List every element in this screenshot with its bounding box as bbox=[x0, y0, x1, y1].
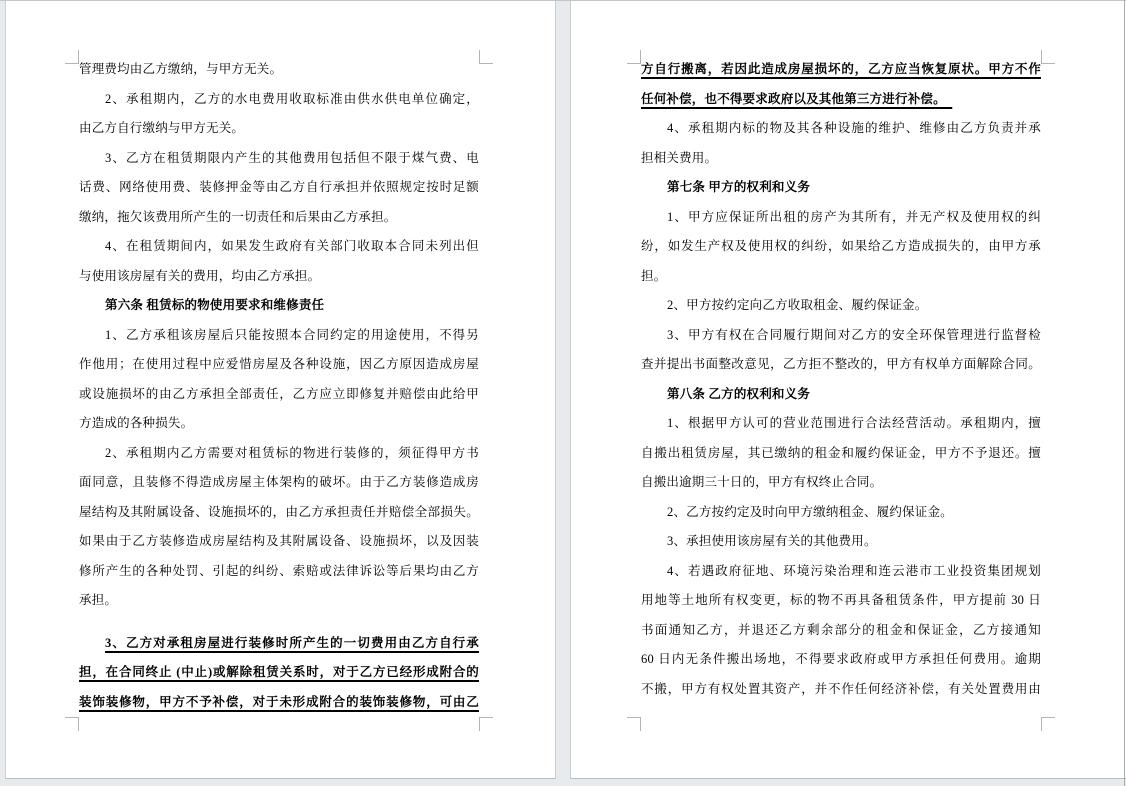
text-line[interactable]: 2、承租期内，乙方的水电费用收取标准由供水供电单位确定， bbox=[105, 91, 479, 106]
text-line[interactable]: 方造成的各种损失。 bbox=[79, 416, 194, 430]
text-line[interactable]: 60 日内无条件搬出场地，不得要求政府或甲方承担任何费用。逾期 bbox=[641, 652, 1041, 666]
text-line[interactable]: 3、承担使用该房屋有关的其他费用。 bbox=[667, 534, 877, 548]
text-line[interactable]: 方自行搬离，若因此造成房屋损坏的，乙方应当恢复原状。甲方不作 bbox=[641, 62, 1041, 76]
text-boundary-mark bbox=[1041, 717, 1055, 731]
text-line[interactable]: 管理费均由乙方缴纳，与甲方无关。 bbox=[79, 62, 283, 76]
text-line[interactable]: 3、甲方有权在合同履行期间对乙方的安全环保管理进行监督检 bbox=[667, 327, 1041, 342]
text-line[interactable]: 第七条 甲方的权利和义务 bbox=[667, 180, 811, 194]
page-text-area[interactable] bbox=[79, 55, 479, 717]
text-line[interactable]: 4、若遇政府征地、环境污染治理和连云港市工业投资集团规划 bbox=[667, 563, 1041, 578]
text-line[interactable]: 由乙方自行缴纳与甲方无关。 bbox=[79, 121, 245, 135]
text-line[interactable]: 2、乙方按约定及时向甲方缴纳租金、履约保证金。 bbox=[667, 504, 953, 519]
text-boundary-mark bbox=[479, 50, 493, 64]
text-line[interactable]: 用地等土地所有权变更，标的物不再具备租赁条件，甲方提前 30 日 bbox=[641, 593, 1041, 607]
page-text-area[interactable] bbox=[641, 55, 1041, 704]
text-line[interactable]: 修所产生的各种处罚、引起的纠纷、索赔或法律诉讼等后果均由乙方 bbox=[79, 563, 479, 578]
text-line[interactable]: 3、乙方在租赁期限内产生的其他费用包括但不限于煤气费、电 bbox=[105, 150, 479, 165]
text-line[interactable]: 装饰装修物，甲方不予补偿，对于未形成附合的装饰装修物，可由乙 bbox=[79, 694, 479, 709]
text-line[interactable]: 1、乙方承租该房屋后只能按照本合同约定的用途使用，不得另 bbox=[105, 327, 479, 342]
text-line[interactable]: 4、承租期内标的物及其各种设施的维护、维修由乙方负责并承 bbox=[667, 121, 1041, 135]
text-line[interactable]: 书面通知乙方，并退还乙方剩余部分的租金和保证金，乙方接通知 bbox=[641, 622, 1041, 637]
text-line[interactable]: 查并提出书面整改意见，乙方拒不整改的，甲方有权单方面解除合同。 bbox=[641, 357, 1041, 371]
text-line[interactable]: 屋结构及其附属设备、设施损坏的，由乙方承担责任并赔偿全部损失。 bbox=[79, 504, 479, 519]
text-line[interactable]: 不搬，甲方有权处置其资产，并不作任何经济补偿，有关处置费用由 bbox=[641, 681, 1041, 696]
text-boundary-mark bbox=[627, 50, 641, 64]
text-line[interactable]: 作他用；在使用过程中应爱惜房屋及各种设施，因乙方原因造成房屋 bbox=[79, 357, 479, 371]
text-boundary-mark bbox=[65, 717, 79, 731]
text-line[interactable]: 或设施损坏的由乙方承担全部责任，乙方应立即修复并赔偿由此给甲 bbox=[79, 386, 479, 401]
text-boundary-mark bbox=[65, 50, 79, 64]
text-line[interactable]: 纷，如发生产权及使用权的纠纷，如果给乙方造成损失的，由甲方承 bbox=[641, 239, 1041, 253]
document-page-left bbox=[5, 0, 556, 779]
text-line[interactable]: 第六条 租赁标的物使用要求和维修责任 bbox=[105, 298, 325, 312]
text-line[interactable]: 担，在合同终止 (中止)或解除租赁关系时，对于乙方已经形成附合的 bbox=[79, 665, 479, 679]
text-line[interactable]: 话费、网络使用费、装修押金等由乙方自行承担并依照规定按时足额 bbox=[79, 180, 479, 194]
text-line[interactable]: 2、承租期内乙方需要对租赁标的物进行装修的，须征得甲方书 bbox=[105, 445, 479, 460]
text-boundary-mark bbox=[627, 717, 641, 731]
text-line[interactable]: 与使用该房屋有关的费用，均由乙方承担。 bbox=[79, 268, 321, 283]
text-line[interactable]: 2、甲方按约定向乙方收取租金、履约保证金。 bbox=[667, 298, 928, 312]
text-line[interactable]: 第八条 乙方的权利和义务 bbox=[667, 386, 811, 401]
text-boundary-mark bbox=[1041, 50, 1055, 64]
text-line[interactable]: 任何补偿，也不得要求政府以及其他第三方进行补偿。 bbox=[641, 91, 953, 106]
text-line[interactable]: 面同意，且装修不得造成房屋主体架构的破坏。由于乙方装修造成房 bbox=[79, 475, 479, 489]
text-line[interactable]: 担。 bbox=[641, 268, 667, 283]
text-line[interactable]: 1、根据甲方认可的营业范围进行合法经营活动。承租期内，擅 bbox=[667, 416, 1041, 430]
window-right-edge bbox=[1124, 0, 1125, 786]
text-line[interactable]: 3、乙方对承租房屋进行装修时所产生的一切费用由乙方自行承 bbox=[105, 635, 479, 650]
text-line[interactable]: 担相关费用。 bbox=[641, 150, 718, 165]
text-line[interactable]: 1、甲方应保证所出租的房产为其所有，并无产权及使用权的纠 bbox=[667, 209, 1041, 224]
document-page-right bbox=[570, 0, 1126, 779]
text-line[interactable]: 4、在租赁期间内，如果发生政府有关部门收取本合同未列出但 bbox=[105, 239, 479, 253]
text-line[interactable]: 自搬出租赁房屋，其已缴纳的租金和履约保证金，甲方不予退还。擅 bbox=[641, 445, 1041, 460]
text-boundary-mark bbox=[479, 717, 493, 731]
text-line[interactable]: 如果由于乙方装修造成房屋结构及其附属设备、设施损坏，以及因装 bbox=[79, 534, 479, 548]
text-line[interactable]: 缴纳，拖欠该费用所产生的一切责任和后果由乙方承担。 bbox=[79, 209, 397, 224]
text-line[interactable]: 自搬出逾期三十日的，甲方有权终止合同。 bbox=[641, 475, 883, 489]
top-edge-divider bbox=[0, 0, 1126, 1]
text-line[interactable]: 承担。 bbox=[79, 593, 118, 607]
